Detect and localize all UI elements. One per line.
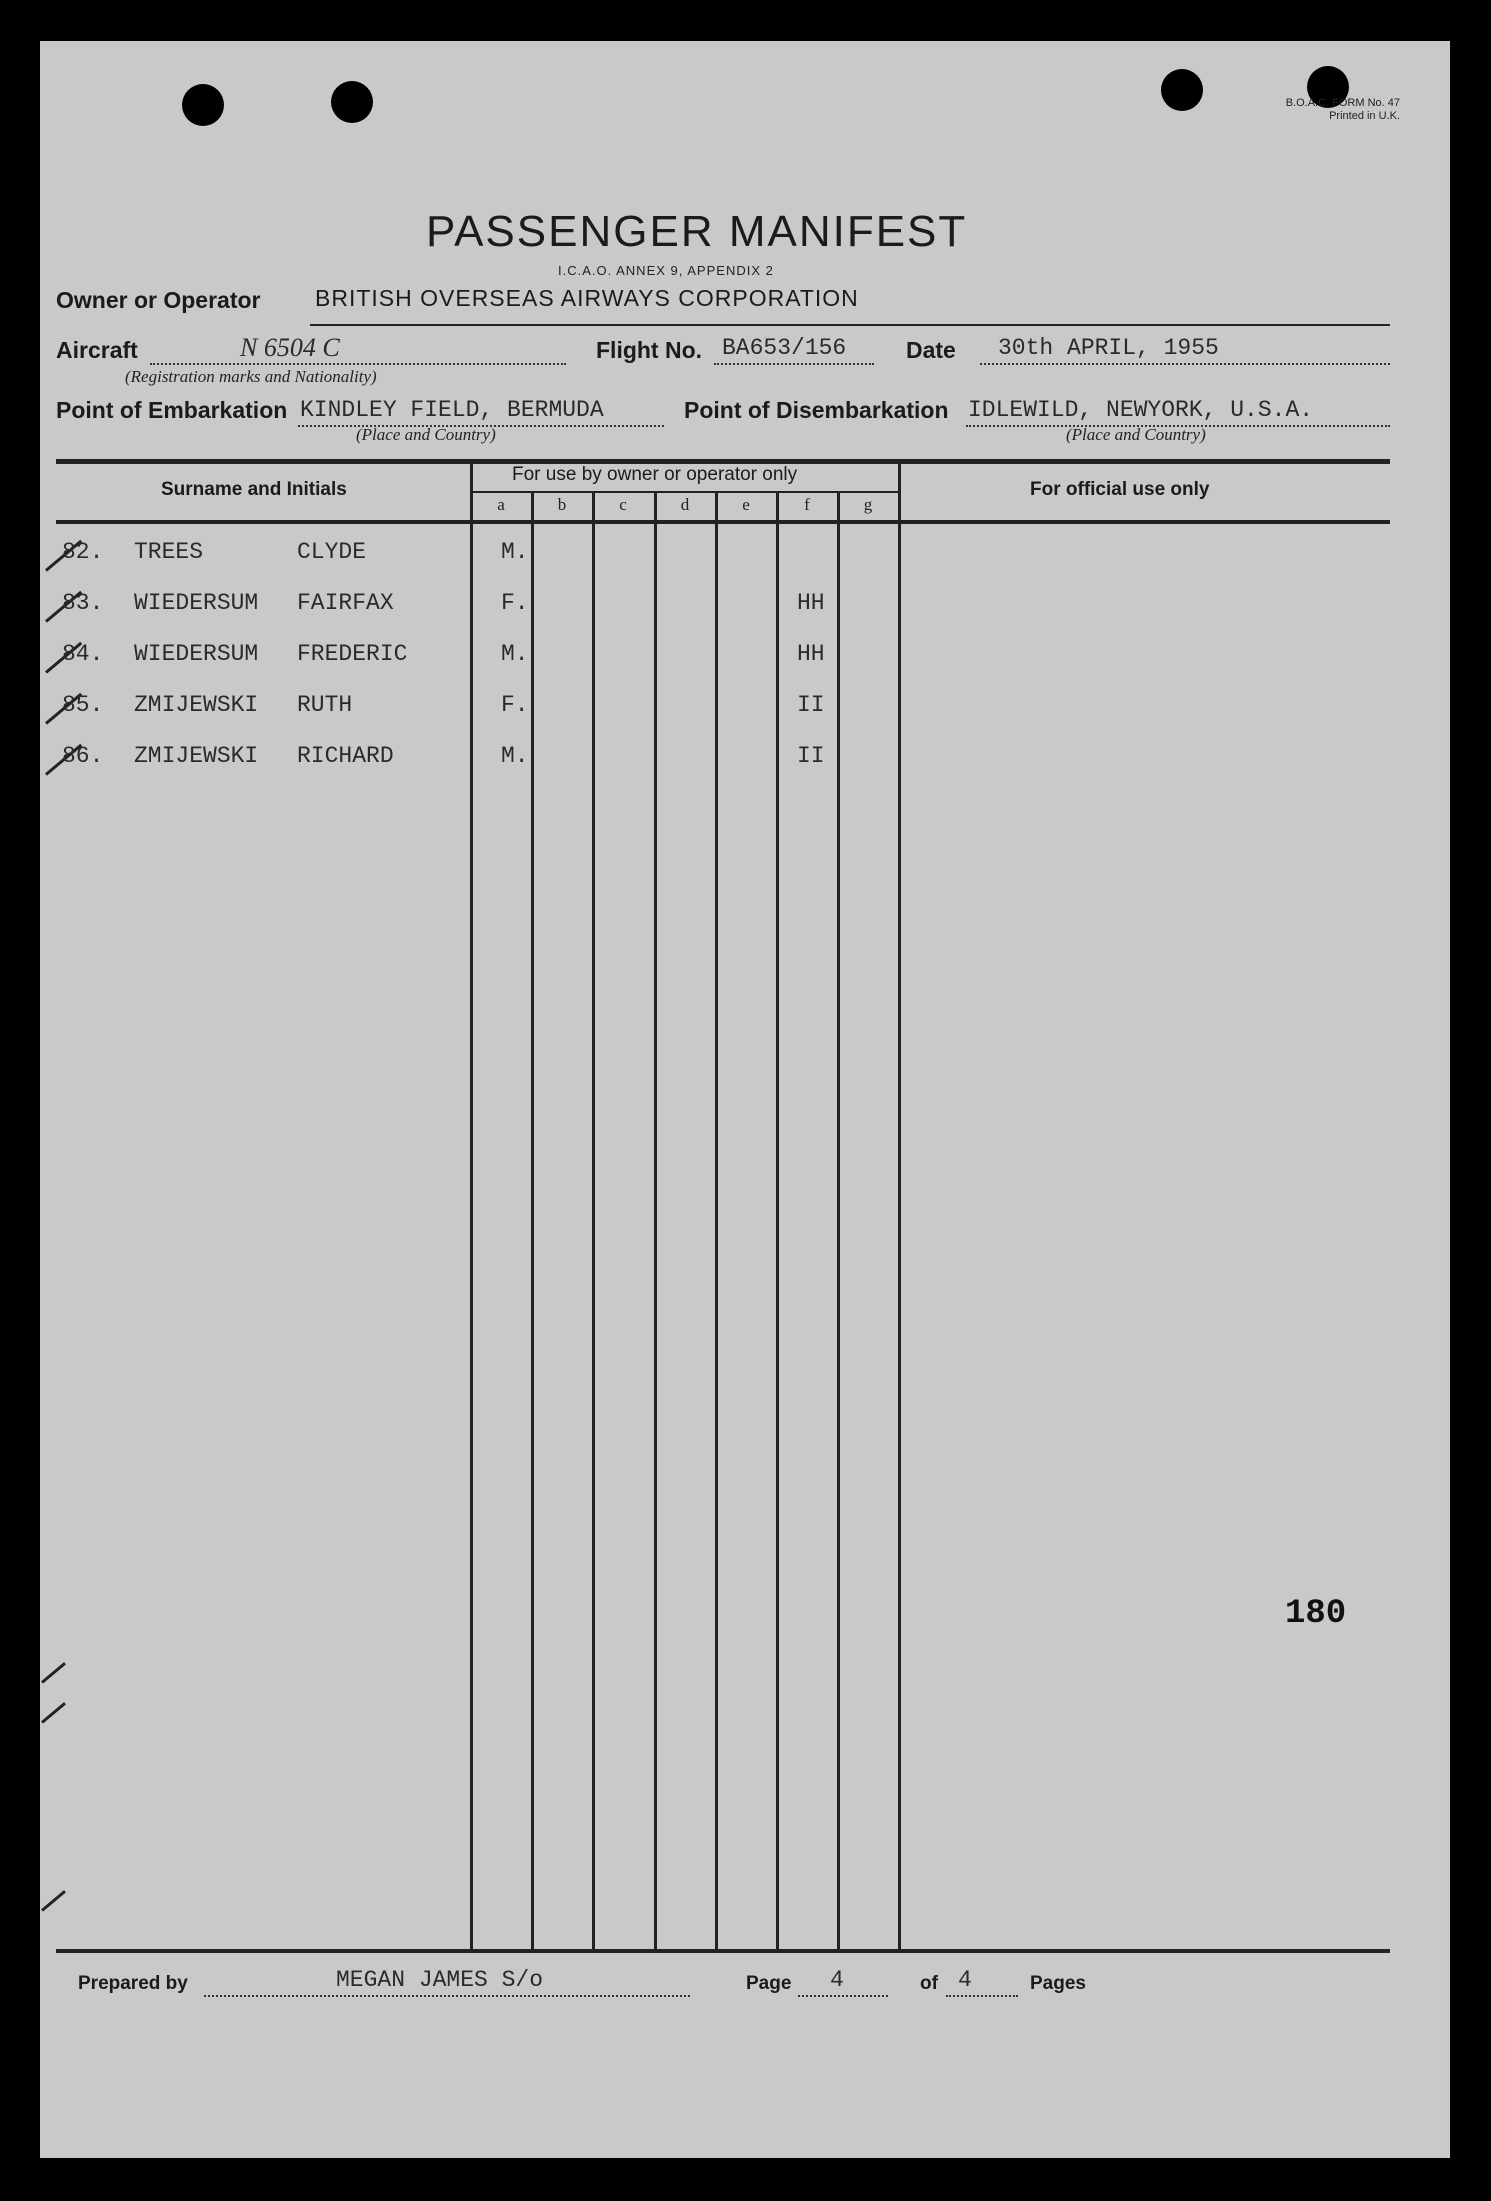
col-g-header: g [863,495,873,514]
row-sex: M. [501,743,529,769]
form-number-text: B.O.A.C. FORM No. 47 [1285,97,1400,109]
row-sex: M. [501,641,529,667]
of-field [946,1967,1018,1997]
page-label: Page [746,1973,792,1994]
col-b-header: b [557,495,567,514]
aircraft-note: (Registration marks and Nationality) [125,367,377,386]
row-given: RICHARD [297,743,394,769]
operator-header: For use by owner or operator only [512,464,798,485]
embark-field [298,395,664,427]
owner-label: Owner or Operator [56,287,261,313]
annex-subtitle: I.C.A.O. ANNEX 9, APPENDIX 2 [558,263,774,278]
punch-hole [182,84,224,126]
official-header: For official use only [1030,479,1210,500]
manifest-page [40,41,1450,2158]
row-col-f: II [797,743,825,769]
date-label: Date [906,337,956,363]
row-surname: WIEDERSUM [134,590,259,616]
disembark-label: Point of Disembarkation [684,397,949,423]
row-col-f: HH [797,590,825,616]
page-value: 4 [830,1967,844,1993]
row-sex: F. [501,692,529,718]
punch-hole [331,81,373,123]
of-label: of [920,1973,938,1994]
col-e-header: e [742,495,750,514]
of-value: 4 [958,1967,972,1993]
margin-mark [41,1662,66,1684]
col-d-header: d [680,495,690,514]
embark-value: KINDLEY FIELD, BERMUDA [300,397,604,423]
row-number: 82. [62,539,104,565]
form-number [1180,97,1400,123]
table-row [40,531,1440,571]
table-bottom-rule [56,1949,1390,1953]
row-sex: F. [501,590,529,616]
col-a-header: a [497,495,505,514]
row-number: 85. [62,692,104,718]
date-value: 30th APRIL, 1955 [998,335,1219,361]
embark-note: (Place and Country) [356,425,496,444]
row-given: RUTH [297,692,353,718]
margin-mark [41,1890,66,1912]
disembark-note: (Place and Country) [1066,425,1206,444]
prepared-value: MEGAN JAMES S/o [336,1967,544,1993]
flight-field [714,333,874,365]
table-row [40,735,1440,775]
row-col-f: II [797,692,825,718]
table-row [40,633,1440,673]
row-number: 86. [62,743,104,769]
operator-subheader-rule [470,491,900,493]
pages-label: Pages [1030,1973,1086,1994]
disembark-field [966,395,1390,427]
flight-label: Flight No. [596,337,703,363]
row-given: FREDERIC [297,641,408,667]
row-surname: ZMIJEWSKI [134,692,259,718]
embark-label: Point of Embarkation [56,397,288,423]
owner-value: BRITISH OVERSEAS AIRWAYS CORPORATION [315,285,859,311]
margin-mark [41,1702,66,1724]
aircraft-value: N 6504 C [240,333,340,362]
page-title: PASSENGER MANIFEST [426,207,968,256]
row-surname: TREES [134,539,204,565]
stamp-number: 180 [1285,1595,1347,1633]
col-c-header: c [619,495,627,514]
owner-underline [310,324,1390,326]
flight-value: BA653/156 [722,335,847,361]
row-surname: WIEDERSUM [134,641,259,667]
row-surname: ZMIJEWSKI [134,743,259,769]
printed-in-text: Printed in U.K. [1329,110,1400,122]
row-given: CLYDE [297,539,367,565]
col-f-header: f [804,495,810,514]
row-number: 84. [62,641,104,667]
page-field [798,1967,888,1997]
disembark-value: IDLEWILD, NEWYORK, U.S.A. [968,397,1314,423]
prepared-label: Prepared by [78,1973,188,1994]
row-col-f: HH [797,641,825,667]
aircraft-field [150,333,566,365]
aircraft-label: Aircraft [56,337,138,363]
row-sex: M. [501,539,529,565]
table-row [40,582,1440,622]
table-row [40,684,1440,724]
table-header-rule [56,520,1390,524]
row-given: FAIRFAX [297,590,394,616]
date-field [980,333,1390,365]
prepared-field [204,1967,690,1997]
row-number: 83. [62,590,104,616]
surname-header: Surname and Initials [161,479,347,500]
